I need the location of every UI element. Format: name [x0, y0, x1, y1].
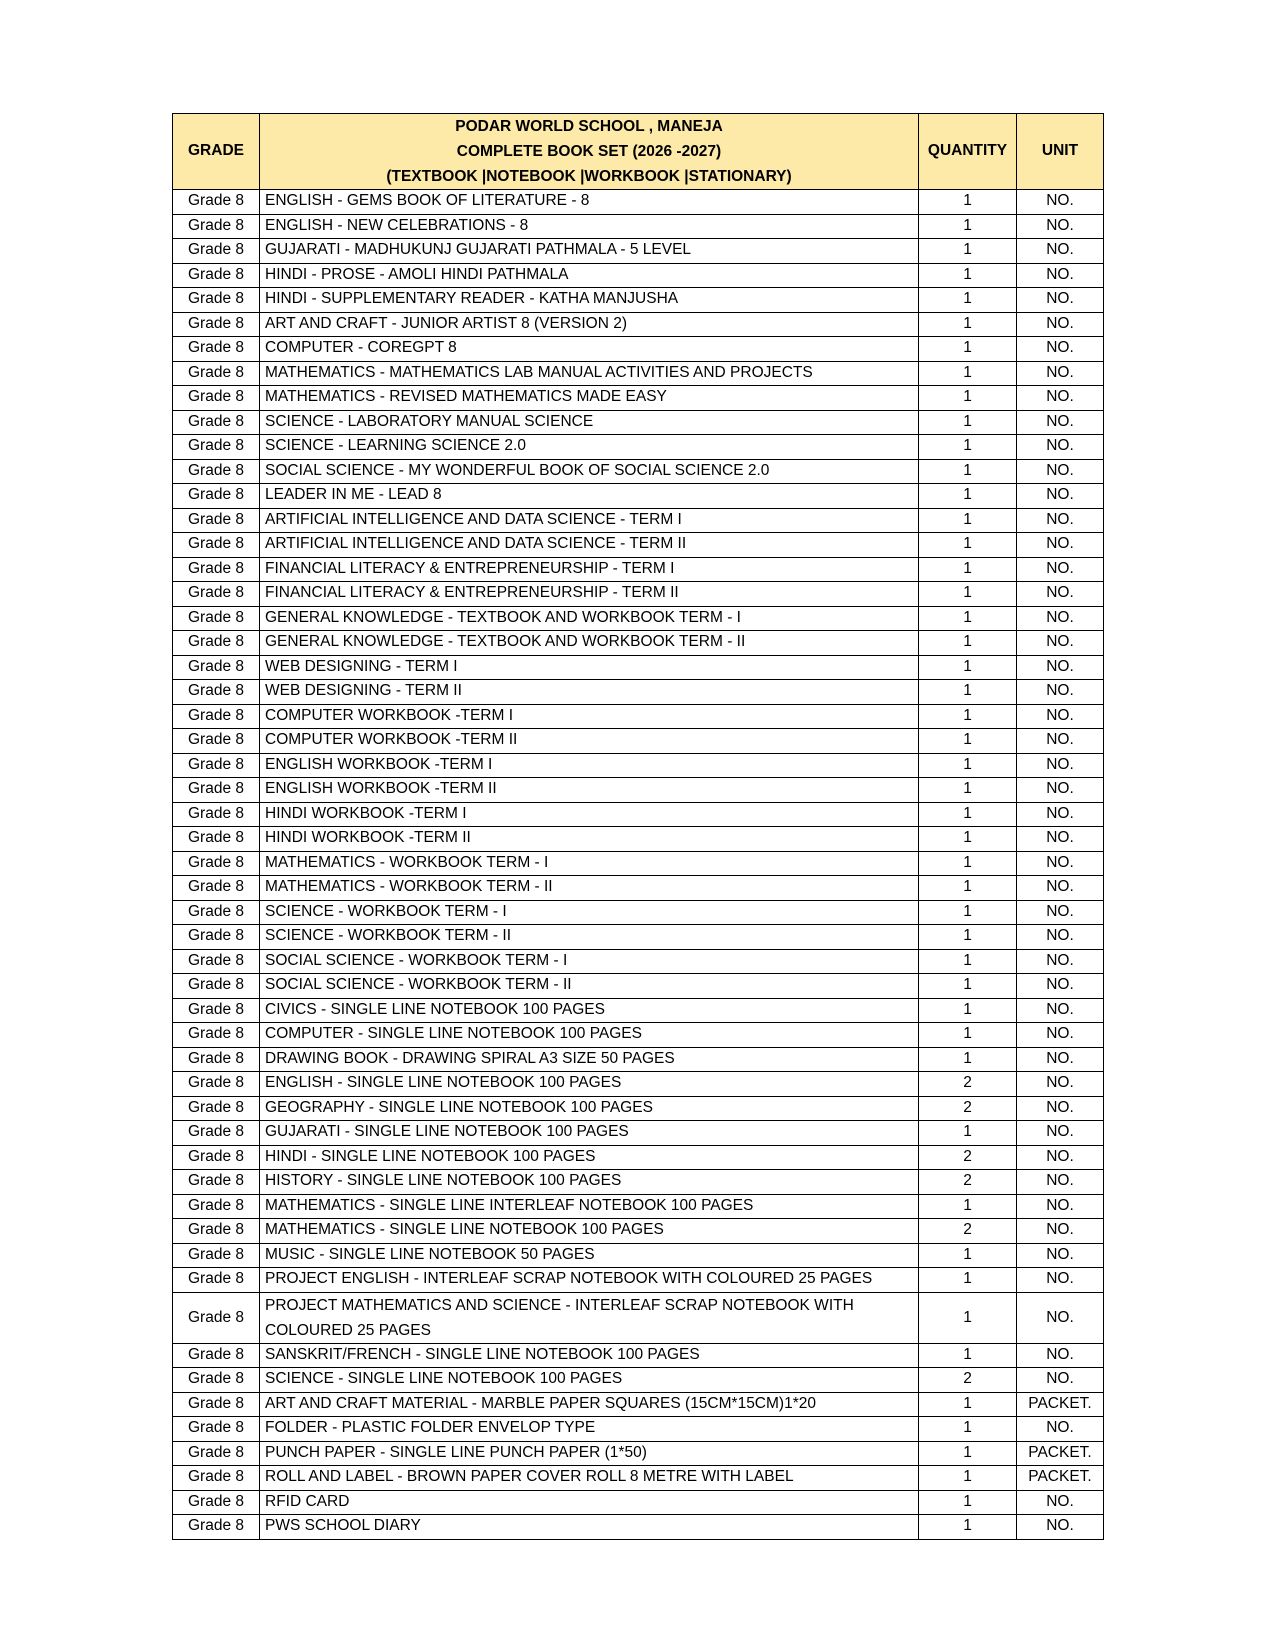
table-row [173, 925, 1104, 950]
item-cell: SOCIAL SCIENCE - WORKBOOK TERM - II [260, 974, 919, 999]
table-row [173, 1047, 1104, 1072]
grade-cell: Grade 8 [173, 1194, 260, 1219]
grade-cell: Grade 8 [173, 1441, 260, 1466]
book-set-title: COMPLETE BOOK SET (2026 -2027) [456, 143, 722, 160]
table-row [173, 655, 1104, 680]
table-row [173, 753, 1104, 778]
quantity-cell: 1 [919, 239, 1017, 264]
unit-cell: NO. [1017, 704, 1104, 729]
unit-cell: NO. [1017, 1023, 1104, 1048]
item-cell: GUJARATI - MADHUKUNJ GUJARATI PATHMALA - 5 LEVEL [260, 239, 919, 264]
unit-cell: NO. [1017, 1096, 1104, 1121]
table-row [173, 606, 1104, 631]
unit-cell: NO. [1017, 802, 1104, 827]
item-cell: PROJECT MATHEMATICS AND SCIENCE - INTERLEAF SCRAP NOTEBOOK WITH COLOURED 25 PAGES [260, 1292, 919, 1343]
quantity-cell: 1 [919, 1243, 1017, 1268]
item-cell: ENGLISH WORKBOOK -TERM II [260, 778, 919, 803]
grade-cell: Grade 8 [173, 631, 260, 656]
quantity-cell: 1 [919, 1121, 1017, 1146]
grade-cell: Grade 8 [173, 1145, 260, 1170]
unit-cell: PACKET. [1017, 1441, 1104, 1466]
table-row [173, 1243, 1104, 1268]
unit-cell: NO. [1017, 925, 1104, 950]
quantity-cell: 1 [919, 900, 1017, 925]
item-cell: MUSIC - SINGLE LINE NOTEBOOK 50 PAGES [260, 1243, 919, 1268]
table-row [173, 1194, 1104, 1219]
quantity-cell: 1 [919, 1441, 1017, 1466]
unit-cell: NO. [1017, 998, 1104, 1023]
table-row [173, 288, 1104, 313]
grade-cell: Grade 8 [173, 386, 260, 411]
table-row [173, 1417, 1104, 1442]
unit-cell: NO. [1017, 1515, 1104, 1540]
quantity-cell: 1 [919, 386, 1017, 411]
quantity-cell: 1 [919, 1268, 1017, 1293]
quantity-cell: 1 [919, 631, 1017, 656]
item-cell: SCIENCE - LEARNING SCIENCE 2.0 [260, 435, 919, 460]
unit-cell: NO. [1017, 900, 1104, 925]
unit-cell: PACKET. [1017, 1392, 1104, 1417]
grade-cell: Grade 8 [173, 1268, 260, 1293]
grade-cell: Grade 8 [173, 827, 260, 852]
item-cell: ART AND CRAFT - JUNIOR ARTIST 8 (VERSION 2) [260, 312, 919, 337]
grade-cell: Grade 8 [173, 851, 260, 876]
item-cell: ENGLISH WORKBOOK -TERM I [260, 753, 919, 778]
item-cell: SOCIAL SCIENCE - WORKBOOK TERM - I [260, 949, 919, 974]
table-row [173, 1441, 1104, 1466]
quantity-cell: 1 [919, 337, 1017, 362]
item-cell: SCIENCE - LABORATORY MANUAL SCIENCE [260, 410, 919, 435]
item-cell: GUJARATI - SINGLE LINE NOTEBOOK 100 PAGES [260, 1121, 919, 1146]
table-row [173, 263, 1104, 288]
item-cell: PUNCH PAPER - SINGLE LINE PUNCH PAPER (1*50) [260, 1441, 919, 1466]
quantity-cell: 2 [919, 1072, 1017, 1097]
quantity-cell: 1 [919, 1417, 1017, 1442]
grade-cell: Grade 8 [173, 484, 260, 509]
unit-cell: NO. [1017, 1219, 1104, 1244]
grade-cell: Grade 8 [173, 312, 260, 337]
quantity-cell: 1 [919, 410, 1017, 435]
book-list-table [172, 113, 1104, 1540]
unit-cell: NO. [1017, 1417, 1104, 1442]
table-row [173, 1490, 1104, 1515]
grade-cell: Grade 8 [173, 508, 260, 533]
unit-cell: NO. [1017, 557, 1104, 582]
table-row [173, 631, 1104, 656]
table-row [173, 484, 1104, 509]
item-cell: PROJECT ENGLISH - INTERLEAF SCRAP NOTEBOOK WITH COLOURED 25 PAGES [260, 1268, 919, 1293]
quantity-cell: 1 [919, 704, 1017, 729]
school-name: PODAR WORLD SCHOOL , MANEJA [455, 118, 723, 135]
item-cell: COMPUTER WORKBOOK -TERM I [260, 704, 919, 729]
table-row [173, 998, 1104, 1023]
table-row [173, 1343, 1104, 1368]
item-cell: MATHEMATICS - SINGLE LINE NOTEBOOK 100 PAGES [260, 1219, 919, 1244]
unit-cell: NO. [1017, 533, 1104, 558]
quantity-column-header: QUANTITY [919, 114, 1017, 190]
grade-cell: Grade 8 [173, 1515, 260, 1540]
quantity-cell: 1 [919, 435, 1017, 460]
grade-cell: Grade 8 [173, 1417, 260, 1442]
quantity-cell: 1 [919, 1392, 1017, 1417]
grade-cell: Grade 8 [173, 214, 260, 239]
unit-cell: NO. [1017, 1343, 1104, 1368]
item-cell: GENERAL KNOWLEDGE - TEXTBOOK AND WORKBOOK TERM - I [260, 606, 919, 631]
item-cell: COMPUTER - COREGPT 8 [260, 337, 919, 362]
quantity-cell: 1 [919, 533, 1017, 558]
grade-cell: Grade 8 [173, 190, 260, 215]
unit-cell: NO. [1017, 288, 1104, 313]
unit-cell: NO. [1017, 680, 1104, 705]
item-cell: HINDI WORKBOOK -TERM II [260, 827, 919, 852]
item-cell: MATHEMATICS - REVISED MATHEMATICS MADE EASY [260, 386, 919, 411]
item-cell: HINDI - PROSE - AMOLI HINDI PATHMALA [260, 263, 919, 288]
unit-cell: NO. [1017, 410, 1104, 435]
quantity-cell: 1 [919, 753, 1017, 778]
grade-cell: Grade 8 [173, 900, 260, 925]
header-row [173, 114, 1104, 190]
table-row [173, 410, 1104, 435]
quantity-cell: 1 [919, 484, 1017, 509]
quantity-cell: 2 [919, 1096, 1017, 1121]
unit-cell: NO. [1017, 337, 1104, 362]
unit-cell: NO. [1017, 778, 1104, 803]
item-cell: COMPUTER - SINGLE LINE NOTEBOOK 100 PAGES [260, 1023, 919, 1048]
item-cell: WEB DESIGNING - TERM I [260, 655, 919, 680]
unit-cell: NO. [1017, 655, 1104, 680]
table-row [173, 729, 1104, 754]
unit-cell: NO. [1017, 239, 1104, 264]
unit-cell: NO. [1017, 214, 1104, 239]
table-row [173, 190, 1104, 215]
item-cell: COMPUTER WORKBOOK -TERM II [260, 729, 919, 754]
table-row [173, 361, 1104, 386]
quantity-cell: 1 [919, 606, 1017, 631]
grade-cell: Grade 8 [173, 1121, 260, 1146]
grade-cell: Grade 8 [173, 557, 260, 582]
grade-cell: Grade 8 [173, 1343, 260, 1368]
table-row [173, 1292, 1104, 1343]
unit-cell: NO. [1017, 851, 1104, 876]
table-row [173, 1466, 1104, 1491]
unit-cell: NO. [1017, 1145, 1104, 1170]
unit-cell: NO. [1017, 459, 1104, 484]
unit-cell: NO. [1017, 974, 1104, 999]
item-cell: SOCIAL SCIENCE - MY WONDERFUL BOOK OF SOCIAL SCIENCE 2.0 [260, 459, 919, 484]
item-cell: HINDI - SUPPLEMENTARY READER - KATHA MANJUSHA [260, 288, 919, 313]
grade-cell: Grade 8 [173, 1368, 260, 1393]
quantity-cell: 2 [919, 1219, 1017, 1244]
grade-cell: Grade 8 [173, 533, 260, 558]
unit-cell: NO. [1017, 729, 1104, 754]
grade-cell: Grade 8 [173, 974, 260, 999]
table-row [173, 1145, 1104, 1170]
item-cell: ARTIFICIAL INTELLIGENCE AND DATA SCIENCE - TERM I [260, 508, 919, 533]
grade-cell: Grade 8 [173, 239, 260, 264]
table-row [173, 508, 1104, 533]
grade-cell: Grade 8 [173, 655, 260, 680]
quantity-cell: 1 [919, 214, 1017, 239]
grade-cell: Grade 8 [173, 435, 260, 460]
quantity-cell: 2 [919, 1368, 1017, 1393]
unit-cell: NO. [1017, 582, 1104, 607]
unit-cell: NO. [1017, 1047, 1104, 1072]
grade-cell: Grade 8 [173, 1490, 260, 1515]
table-row [173, 435, 1104, 460]
item-cell: ROLL AND LABEL - BROWN PAPER COVER ROLL 8 METRE WITH LABEL [260, 1466, 919, 1491]
table-row [173, 1072, 1104, 1097]
table-row [173, 1219, 1104, 1244]
item-cell: MATHEMATICS - WORKBOOK TERM - II [260, 876, 919, 901]
unit-cell: NO. [1017, 631, 1104, 656]
table-row [173, 1368, 1104, 1393]
item-cell: HINDI WORKBOOK -TERM I [260, 802, 919, 827]
grade-cell: Grade 8 [173, 606, 260, 631]
grade-cell: Grade 8 [173, 263, 260, 288]
grade-cell: Grade 8 [173, 1392, 260, 1417]
grade-cell: Grade 8 [173, 1072, 260, 1097]
quantity-cell: 1 [919, 778, 1017, 803]
grade-cell: Grade 8 [173, 459, 260, 484]
table-row [173, 1023, 1104, 1048]
table-row [173, 214, 1104, 239]
unit-cell: NO. [1017, 508, 1104, 533]
table-row [173, 876, 1104, 901]
quantity-cell: 1 [919, 312, 1017, 337]
grade-cell: Grade 8 [173, 1047, 260, 1072]
item-cell: LEADER IN ME - LEAD 8 [260, 484, 919, 509]
unit-cell: NO. [1017, 1170, 1104, 1195]
table-body [173, 190, 1104, 1540]
table-row [173, 704, 1104, 729]
quantity-cell: 1 [919, 1515, 1017, 1540]
table-row [173, 386, 1104, 411]
table-title-header [260, 114, 919, 190]
unit-cell: NO. [1017, 1490, 1104, 1515]
unit-cell: NO. [1017, 1292, 1104, 1343]
grade-cell: Grade 8 [173, 998, 260, 1023]
unit-cell: NO. [1017, 949, 1104, 974]
unit-cell: NO. [1017, 1368, 1104, 1393]
quantity-cell: 1 [919, 508, 1017, 533]
table-row [173, 974, 1104, 999]
quantity-cell: 1 [919, 1466, 1017, 1491]
item-cell: MATHEMATICS - WORKBOOK TERM - I [260, 851, 919, 876]
unit-cell: NO. [1017, 1243, 1104, 1268]
item-cell: SCIENCE - WORKBOOK TERM - II [260, 925, 919, 950]
quantity-cell: 1 [919, 949, 1017, 974]
item-cell: ENGLISH - SINGLE LINE NOTEBOOK 100 PAGES [260, 1072, 919, 1097]
quantity-cell: 1 [919, 680, 1017, 705]
unit-cell: NO. [1017, 361, 1104, 386]
quantity-cell: 1 [919, 876, 1017, 901]
table-row [173, 312, 1104, 337]
table-row [173, 1096, 1104, 1121]
grade-cell: Grade 8 [173, 753, 260, 778]
grade-cell: Grade 8 [173, 1292, 260, 1343]
item-cell: HISTORY - SINGLE LINE NOTEBOOK 100 PAGES [260, 1170, 919, 1195]
grade-cell: Grade 8 [173, 729, 260, 754]
grade-cell: Grade 8 [173, 704, 260, 729]
unit-cell: NO. [1017, 386, 1104, 411]
table-row [173, 1515, 1104, 1540]
table-row [173, 802, 1104, 827]
grade-cell: Grade 8 [173, 680, 260, 705]
item-cell: MATHEMATICS - MATHEMATICS LAB MANUAL ACTIVITIES AND PROJECTS [260, 361, 919, 386]
item-cell: FOLDER - PLASTIC FOLDER ENVELOP TYPE [260, 1417, 919, 1442]
grade-cell: Grade 8 [173, 778, 260, 803]
item-cell: CIVICS - SINGLE LINE NOTEBOOK 100 PAGES [260, 998, 919, 1023]
table-row [173, 851, 1104, 876]
quantity-cell: 1 [919, 263, 1017, 288]
item-cell: ART AND CRAFT MATERIAL - MARBLE PAPER SQUARES (15CM*15CM)1*20 [260, 1392, 919, 1417]
unit-cell: NO. [1017, 827, 1104, 852]
table-header [173, 114, 1104, 190]
item-cell: SCIENCE - SINGLE LINE NOTEBOOK 100 PAGES [260, 1368, 919, 1393]
quantity-cell: 1 [919, 190, 1017, 215]
grade-cell: Grade 8 [173, 949, 260, 974]
grade-cell: Grade 8 [173, 337, 260, 362]
item-cell: DRAWING BOOK - DRAWING SPIRAL A3 SIZE 50 PAGES [260, 1047, 919, 1072]
item-cell: SANSKRIT/FRENCH - SINGLE LINE NOTEBOOK 100 PAGES [260, 1343, 919, 1368]
item-cell: FINANCIAL LITERACY & ENTREPRENEURSHIP - TERM II [260, 582, 919, 607]
table-row [173, 1268, 1104, 1293]
grade-column-header: GRADE [173, 114, 260, 190]
table-row [173, 680, 1104, 705]
quantity-cell: 1 [919, 1343, 1017, 1368]
item-cell: WEB DESIGNING - TERM II [260, 680, 919, 705]
unit-cell: NO. [1017, 1121, 1104, 1146]
grade-cell: Grade 8 [173, 1023, 260, 1048]
table-row [173, 1392, 1104, 1417]
unit-cell: NO. [1017, 1194, 1104, 1219]
unit-cell: NO. [1017, 435, 1104, 460]
table-row [173, 949, 1104, 974]
quantity-cell: 1 [919, 361, 1017, 386]
grade-cell: Grade 8 [173, 288, 260, 313]
unit-cell: NO. [1017, 190, 1104, 215]
table-row [173, 533, 1104, 558]
unit-cell: NO. [1017, 312, 1104, 337]
item-cell: SCIENCE - WORKBOOK TERM - I [260, 900, 919, 925]
grade-cell: Grade 8 [173, 1096, 260, 1121]
book-set-categories: (TEXTBOOK |NOTEBOOK |WORKBOOK |STATIONARY) [386, 168, 792, 185]
table-row [173, 239, 1104, 264]
unit-cell: PACKET. [1017, 1466, 1104, 1491]
quantity-cell: 1 [919, 1023, 1017, 1048]
quantity-cell: 1 [919, 1490, 1017, 1515]
grade-cell: Grade 8 [173, 802, 260, 827]
grade-cell: Grade 8 [173, 410, 260, 435]
unit-column-header: UNIT [1017, 114, 1104, 190]
quantity-cell: 1 [919, 998, 1017, 1023]
quantity-cell: 1 [919, 827, 1017, 852]
quantity-cell: 2 [919, 1145, 1017, 1170]
table-row [173, 582, 1104, 607]
quantity-cell: 1 [919, 288, 1017, 313]
unit-cell: NO. [1017, 1268, 1104, 1293]
table-row [173, 1170, 1104, 1195]
grade-cell: Grade 8 [173, 1170, 260, 1195]
item-cell: ENGLISH - GEMS BOOK OF LITERATURE - 8 [260, 190, 919, 215]
unit-cell: NO. [1017, 484, 1104, 509]
item-cell: RFID CARD [260, 1490, 919, 1515]
quantity-cell: 1 [919, 582, 1017, 607]
item-cell: ENGLISH - NEW CELEBRATIONS - 8 [260, 214, 919, 239]
item-cell: GENERAL KNOWLEDGE - TEXTBOOK AND WORKBOOK TERM - II [260, 631, 919, 656]
unit-cell: NO. [1017, 753, 1104, 778]
item-cell: GEOGRAPHY - SINGLE LINE NOTEBOOK 100 PAGES [260, 1096, 919, 1121]
quantity-cell: 1 [919, 459, 1017, 484]
unit-cell: NO. [1017, 263, 1104, 288]
quantity-cell: 1 [919, 925, 1017, 950]
quantity-cell: 1 [919, 851, 1017, 876]
grade-cell: Grade 8 [173, 1219, 260, 1244]
unit-cell: NO. [1017, 876, 1104, 901]
quantity-cell: 1 [919, 1292, 1017, 1343]
unit-cell: NO. [1017, 606, 1104, 631]
quantity-cell: 1 [919, 655, 1017, 680]
grade-cell: Grade 8 [173, 876, 260, 901]
grade-cell: Grade 8 [173, 582, 260, 607]
grade-cell: Grade 8 [173, 1466, 260, 1491]
quantity-cell: 1 [919, 802, 1017, 827]
table-row [173, 337, 1104, 362]
quantity-cell: 1 [919, 1194, 1017, 1219]
table-row [173, 778, 1104, 803]
item-cell: FINANCIAL LITERACY & ENTREPRENEURSHIP - TERM I [260, 557, 919, 582]
grade-cell: Grade 8 [173, 925, 260, 950]
table-row [173, 557, 1104, 582]
table-row [173, 827, 1104, 852]
table-row [173, 1121, 1104, 1146]
item-cell: MATHEMATICS - SINGLE LINE INTERLEAF NOTEBOOK 100 PAGES [260, 1194, 919, 1219]
item-cell: PWS SCHOOL DIARY [260, 1515, 919, 1540]
table-row [173, 459, 1104, 484]
quantity-cell: 1 [919, 557, 1017, 582]
item-cell: HINDI - SINGLE LINE NOTEBOOK 100 PAGES [260, 1145, 919, 1170]
quantity-cell: 1 [919, 1047, 1017, 1072]
unit-cell: NO. [1017, 1072, 1104, 1097]
table-row [173, 900, 1104, 925]
quantity-cell: 1 [919, 729, 1017, 754]
grade-cell: Grade 8 [173, 1243, 260, 1268]
quantity-cell: 1 [919, 974, 1017, 999]
grade-cell: Grade 8 [173, 361, 260, 386]
item-cell: ARTIFICIAL INTELLIGENCE AND DATA SCIENCE - TERM II [260, 533, 919, 558]
quantity-cell: 2 [919, 1170, 1017, 1195]
